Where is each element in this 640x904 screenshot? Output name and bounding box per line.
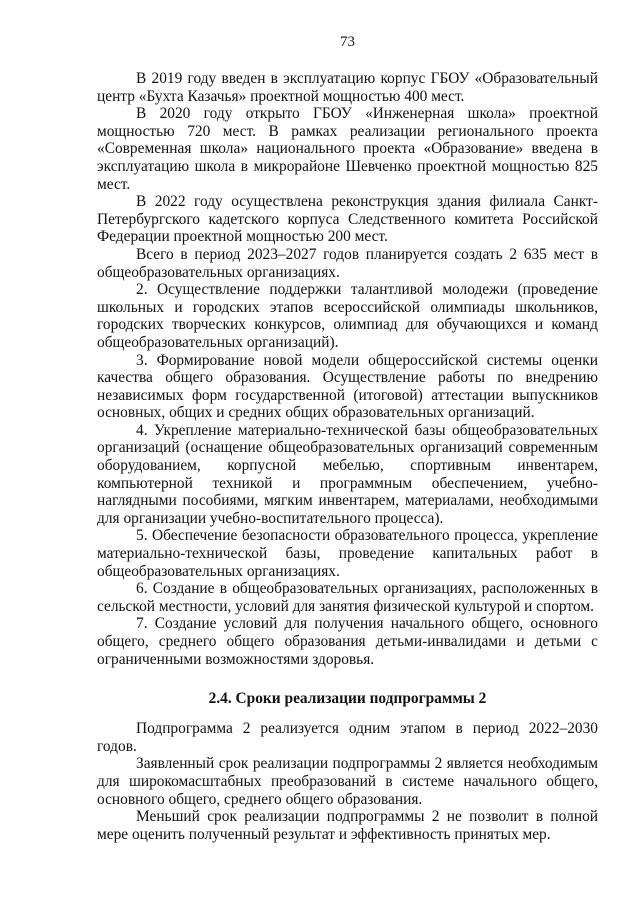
section-heading: 2.4. Сроки реализации подпрограммы 2 [208,690,487,708]
document-body [97,70,598,843]
paragraph: 4. Укрепление материально-технической базы общеобразовательных организаций (оснащение общеобразовательных организаций современным оборудованием, корпусной мебелью, спортивным инвентарем, компьютерной техникой и программным обеспечением, учебно-наглядными пособиями, мягким инвентарем, материалами, необходимыми для организации учебно-воспитательного процесса). [97,421,598,527]
paragraph: Подпрограмма 2 реализуется одним этапом в период 2022–2030 годов. [97,720,598,755]
paragraph: 3. Формирование новой модели общероссийской системы оценки качества общего образования. Осуществление работы по внедрению независимых форм государственной (итоговой) аттестации выпускников основных, общих и средних общих образовательных организаций. [97,351,598,422]
paragraph: В 2020 году открыто ГБОУ «Инженерная школа» проектной мощностью 720 мест. В рамках реализации регионального проекта «Современная школа» национального проекта «Образование» введена в эксплуатацию школа в микрорайоне Шевченко проектной мощностью 825 мест. [97,105,598,193]
paragraph: 7. Создание условий для получения начального общего, основного общего, среднего общего образования детьми-инвалидами и детьми с ограниченными возможностями здоровья. [97,615,598,668]
paragraph: 6. Создание в общеобразовательных организациях, расположенных в сельской местности, условий для занятия физической культурой и спортом. [97,580,598,615]
paragraph: Заявленный срок реализации подпрограммы 2 является необходимым для широкомасштабных преобразований в системе начального общего, основного общего, среднего общего образования. [97,755,598,808]
paragraph: Всего в период 2023–2027 годов планируется создать 2 635 мест в общеобразовательных организациях. [97,245,598,281]
paragraph: 2. Осуществление поддержки талантливой молодежи (проведение школьных и городских этапов всероссийской олимпиады школьников, городских творческих конкурсов, олимпиад для обучающихся и команд общеобразовательных организаций). [97,281,598,351]
paragraph: В 2019 году введен в эксплуатацию корпус ГБОУ «Образовательный центр «Бухта Казачья» проектной мощностью 400 мест. [97,70,598,105]
paragraph: 5. Обеспечение безопасности образовательного процесса, укрепление материально-технической базы, проведение капитальных работ в общеобразовательных организациях. [97,527,598,580]
paragraph: В 2022 году осуществлена реконструкция здания филиала Санкт-Петербургского кадетского корпуса Следственного комитета Российской Федерации проектной мощностью 200 мест. [97,193,598,246]
paragraph: Меньший срок реализации подпрограммы 2 не позволит в полной мере оценить полученный результат и эффективность принятых мер. [97,808,598,843]
page-number: 73 [340,34,355,50]
